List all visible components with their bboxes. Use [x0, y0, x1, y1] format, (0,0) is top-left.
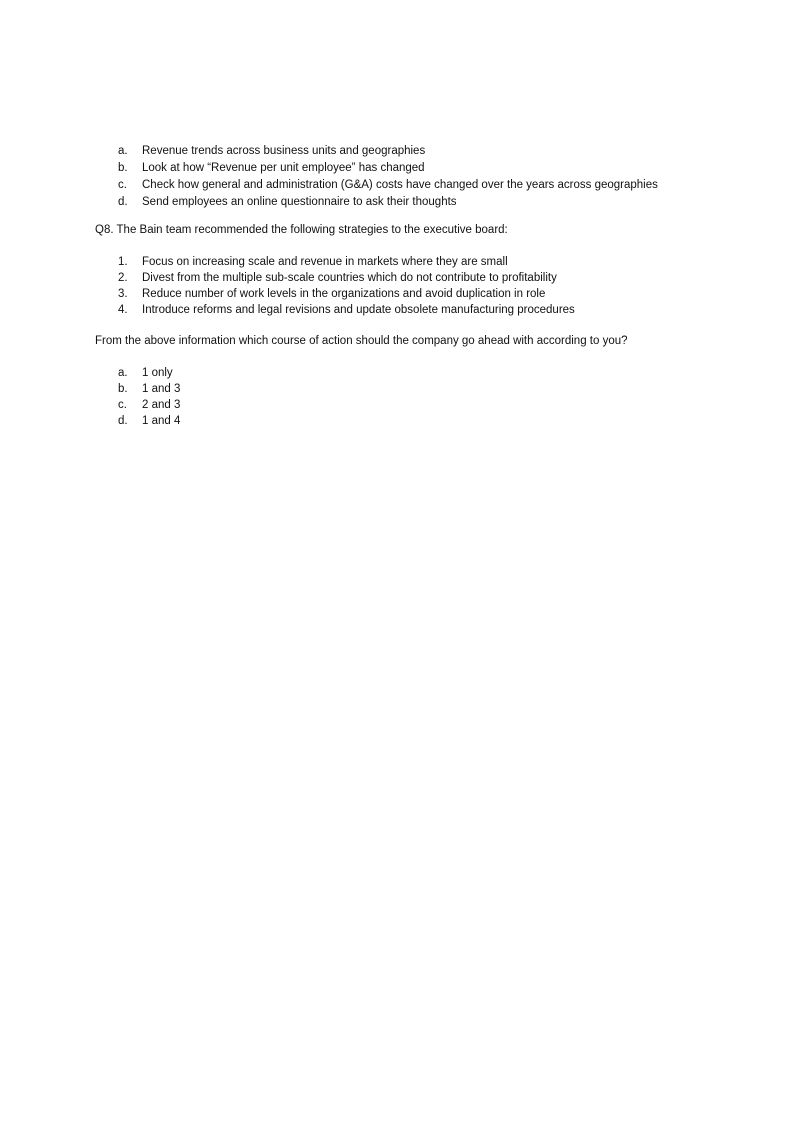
list-item [118, 160, 658, 177]
list-item [118, 286, 575, 302]
list-marker: b. [118, 383, 128, 395]
list-marker: b. [118, 162, 128, 174]
list-item-text: Send employees an online questionnaire to ask their thoughts [142, 196, 457, 208]
list-item [118, 302, 575, 318]
list-marker: a. [118, 145, 128, 157]
list-item-text: Focus on increasing scale and revenue in markets where they are small [142, 256, 508, 268]
list-marker: 4. [118, 304, 128, 316]
list-item-text: 1 and 4 [142, 415, 181, 427]
list-item-text: Look at how “Revenue per unit employee” has changed [142, 162, 425, 174]
list-item-text: Check how general and administration (G&A) costs have changed over the years across geographies [142, 179, 658, 191]
list-item-text: Introduce reforms and legal revisions and update obsolete manufacturing procedures [142, 304, 575, 316]
list-marker: 3. [118, 288, 128, 300]
list-marker: d. [118, 196, 128, 208]
list-item [118, 381, 180, 397]
list-item [118, 413, 180, 429]
question-8-prompt: From the above information which course of action should the company go ahead with according to you? [95, 335, 628, 347]
question-8-intro: Q8. The Bain team recommended the following strategies to the executive board: [95, 224, 508, 236]
list-item-text: Revenue trends across business units and geographies [142, 145, 426, 157]
previous-question-options [118, 143, 658, 211]
list-item-text: Divest from the multiple sub-scale countries which do not contribute to profitability [142, 272, 557, 284]
list-item-text: 1 and 3 [142, 383, 181, 395]
list-item [118, 177, 658, 194]
list-item [118, 397, 180, 413]
list-marker: 2. [118, 272, 128, 284]
list-marker: d. [118, 415, 128, 427]
list-marker: c. [118, 179, 127, 191]
list-item-text: 2 and 3 [142, 399, 181, 411]
list-item [118, 270, 575, 286]
list-item-text: Reduce number of work levels in the organizations and avoid duplication in role [142, 288, 546, 300]
list-marker: a. [118, 367, 128, 379]
list-item [118, 194, 658, 211]
answer-options [118, 365, 180, 429]
list-item [118, 254, 575, 270]
list-item [118, 365, 180, 381]
strategy-list [118, 254, 575, 318]
list-marker: 1. [118, 256, 128, 268]
list-item [118, 143, 658, 160]
list-marker: c. [118, 399, 127, 411]
list-item-text: 1 only [142, 367, 173, 379]
